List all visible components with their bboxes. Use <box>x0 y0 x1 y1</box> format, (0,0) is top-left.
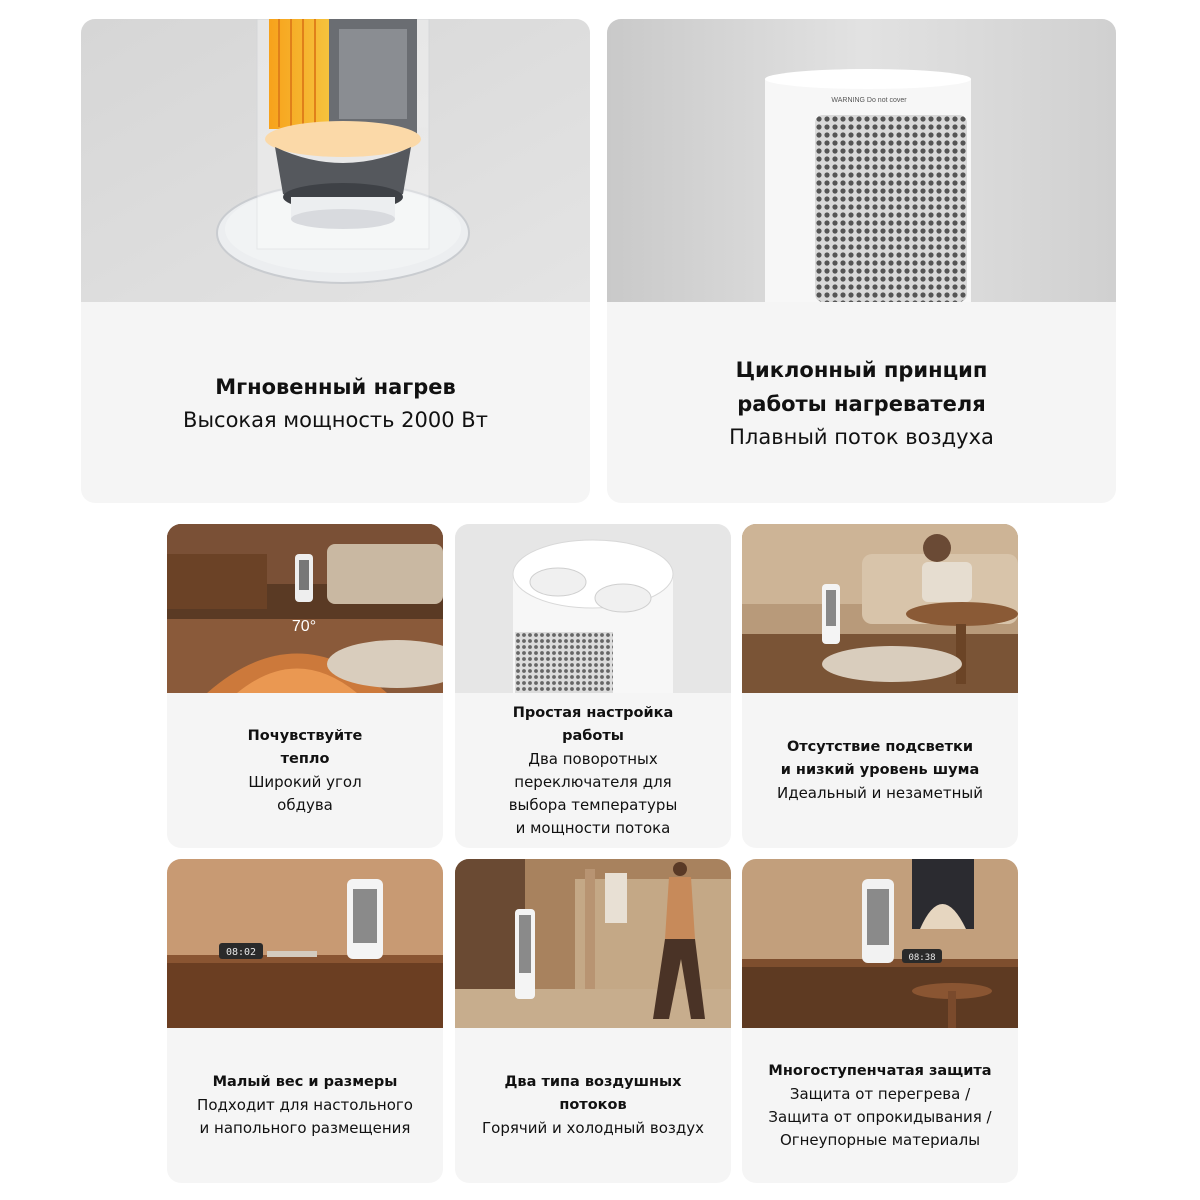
feature-subtitle <box>183 404 488 436</box>
title-line: Циклонный принцип <box>735 357 988 382</box>
heater-on-cabinet-photo <box>167 859 443 1028</box>
subtitle-line: переключателя для <box>514 772 672 791</box>
clock-display: 08:38 <box>908 953 936 963</box>
subtitle-line: Горячий и холодный воздух <box>482 1119 704 1137</box>
angle-label: 70° <box>291 618 317 635</box>
feature-text <box>167 1028 443 1183</box>
subtitle-line: выбора температуры <box>508 795 678 814</box>
subtitle-line: Широкий угол <box>248 772 362 791</box>
feature-card-no-backlight-low-noise <box>742 524 1018 848</box>
title-line: тепло <box>280 750 330 767</box>
title-line: Многоступенчатая защита <box>768 1062 992 1079</box>
title-line: Простая настройка <box>512 704 674 721</box>
title-line: Малый вес и размеры <box>212 1074 398 1090</box>
title-line: Мгновенный нагрев <box>215 374 456 399</box>
feature-card-instant-heating <box>81 19 590 503</box>
feature-text <box>455 693 731 848</box>
feature-title <box>213 1071 398 1094</box>
subtitle-line: Высокая мощность 2000 Вт <box>183 407 488 432</box>
feature-title <box>505 1071 682 1117</box>
feature-subtitle <box>777 782 983 805</box>
subtitle-line: Подходит для настольного <box>197 1096 413 1114</box>
subtitle-line: Защита от перегрева / <box>789 1084 971 1103</box>
title-line: работы нагревателя <box>737 391 986 416</box>
woman-walking-room-photo <box>455 859 731 1028</box>
subtitle-line: обдува <box>277 795 333 814</box>
device-warning-label: WARNING Do not cover <box>831 97 907 104</box>
subtitle-line: и напольного размещения <box>199 1119 411 1137</box>
subtitle-line: Защита от опрокидывания / <box>768 1107 992 1126</box>
feature-card-cyclone-principle <box>607 19 1116 503</box>
feature-title <box>513 702 674 748</box>
heater-internal-illustration <box>81 19 590 302</box>
title-line: потоков <box>559 1097 627 1113</box>
subtitle-line: Огнеупорные материалы <box>779 1130 981 1149</box>
title-line: и низкий уровень шума <box>780 762 980 778</box>
clock-display: 08:02 <box>225 947 257 958</box>
heater-with-artwork-photo <box>742 859 1018 1028</box>
feature-title <box>781 736 980 782</box>
living-room-heater-angle-photo <box>167 524 443 693</box>
feature-card-two-airflow-types <box>455 859 731 1183</box>
feature-subtitle <box>768 1083 991 1152</box>
heater-grille-photo <box>607 19 1116 302</box>
feature-text <box>455 1028 731 1183</box>
feature-text <box>81 302 590 503</box>
subtitle-line: Плавный поток воздуха <box>729 424 994 449</box>
feature-subtitle <box>248 771 361 817</box>
feature-title <box>736 353 988 421</box>
feature-text <box>742 693 1018 848</box>
title-line: Два типа воздушных <box>504 1074 682 1090</box>
feature-subtitle <box>509 748 678 840</box>
title-line: Почувствуйте <box>247 727 363 744</box>
feature-text <box>742 1028 1018 1183</box>
feature-text <box>167 693 443 848</box>
feature-title <box>248 725 363 771</box>
feature-subtitle <box>482 1117 704 1140</box>
feature-card-compact-size <box>167 859 443 1183</box>
feature-title <box>215 370 456 404</box>
heater-top-knobs-photo <box>455 524 731 693</box>
feature-text <box>607 302 1116 503</box>
feature-subtitle <box>197 1094 413 1140</box>
subtitle-line: и мощности потока <box>515 818 671 837</box>
feature-card-multistage-protection <box>742 859 1018 1183</box>
subtitle-line: Два поворотных <box>528 749 658 768</box>
subtitle-line: Идеальный и незаметный <box>776 784 983 802</box>
lounge-reading-photo <box>742 524 1018 693</box>
title-line: работы <box>562 727 624 744</box>
feature-subtitle <box>729 421 994 453</box>
feature-card-feel-warmth <box>167 524 443 848</box>
feature-title <box>768 1060 991 1083</box>
title-line: Отсутствие подсветки <box>786 739 974 755</box>
feature-card-easy-setup <box>455 524 731 848</box>
